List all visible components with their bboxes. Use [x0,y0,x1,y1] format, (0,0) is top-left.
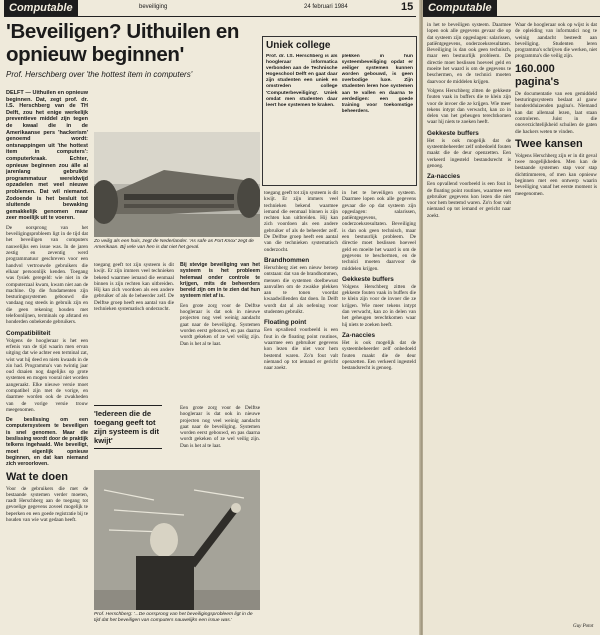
subheading: Twee kansen [515,137,583,150]
body-paragraph: De documentatie van een gemiddeld besturingssysteem beslaat al gauw honderdduizenden pagina's. Niemand kan dat allemaal lezen, laat staan controleren. Juist in die onoverzichtelijkheid schuilen de gaten die hackers weten te vinden. [515,90,597,135]
body-paragraph: Volgens Herschberg zijn er in dit geval twee mogelijkheden. Men kan de bestaande systemen stap voor stap dichttimmeren, of men kan opnieuw beginnen met een ontwerp waarin beveiliging vanaf het eerste moment is meegenomen. [515,152,597,197]
right-column-1 [427,22,511,622]
professor-illustration [94,470,260,610]
running-header [4,0,416,17]
subheading: Gekkeste buffers [427,129,479,137]
issue-date: 24 februari 1984 [304,4,348,10]
masthead-logo: Computable [4,0,78,16]
photo-caption: Prof. Herschberg: '...De oorsprong van het beveiligingsprobleem ligt in de tijd dat het beveiligen van computers nauwelijks een issue was.' [94,612,253,623]
body-paragraph: Waar de hoogleraar ook op wijst is dat de opleiding van informatici nog te weinig aandacht besteedt aan beveiliging. Studenten leren programma's schrijven die werken, niet programma's die veilig zijn. [515,22,597,60]
body-paragraph: toegang geeft tot zijn systeem is dit kwijt. Er zijn immers veel technieken bekend waarmee iemand die eenmaal binnen is zijn rechten kan uitbreiden. Hij kan zich voordoen als een andere gebruiker of als de beheerder zelf. De Delftse groep heeft een aantal van die technieken systematisch onderzocht. [264,190,338,253]
subheading: 160.000 pagina's [515,62,560,88]
body-paragraph: De oorsprong van het beveiligingsprobleem ligt in de tijd dat het beveiligen van computers nauwelijks een issue was. In de jaren zestig en zeventig werd programmatuur geschreven voor een handvol vertrouwde gebruikers die elkaar persoonlijk kenden. Toegang was fysiek geregeld: wie niet in de computerzaal kwam, kwam niet aan de machine. Op die fundamenten zijn besturingssystemen gebouwd die vandaag nog steeds in gebruik zijn en die geen rekening houden met telefoonlijnen, terminals op afstand en honderden onbekende gebruikers. [6,224,88,326]
author-signature: Guy Potot [573,624,594,629]
lead-paragraph: DELFT — Uithuilen en opnieuw beginnen. Dat, zegt prof. dr. I.S. Herschberg van de TH Delft, zou het enige werkelijk preventieve middel zijn tegen de kwaal die in de Amerikaanse pers 'hackerism' genoemd wordt: ontsnappingen uit 'the hottest item in computers': computerkraak. Echter, opnieuw beginnen zou álle al jarenlang gebruikte programmatuur wereldwijd opzadelen met veel nieuwe problemen. Dat wil niemand. Zodoende is het besluit tot sluitende bewaking gemakkelijk genomen maar zeer moeilijk uit te voeren. [6,90,88,222]
body-paragraph: Een grote zorg voor de Delftse hoogleraar is dat ook in nieuwe projecten nog veel weinig aandacht gaat naar de beveiliging. Systemen worden eerst gebouwd, en pas daarna wordt gekeken of ze wel veilig zijn. Dan is het al te laat. [180,405,260,449]
body-paragraph: Herschberg ziet een nieuw beroep ontstaan: dat van de brandhommen, mensen die systemen doelbewust aanvallen om de zwakke plekken aan te tonen voordat kwaadwillenden dat doen. In Delft wordt dat al als oefening voor studenten gebruikt. [264,264,338,316]
running-header-right [423,0,600,17]
emphasis-paragraph: Bij stevige beveiliging van het systeem is het probleem helemaal onder controle te krijgen, mits de beheerders bereid zijn om in te zien dat hun systeem niet af is. [180,262,260,300]
page-number: 15 [401,1,414,13]
subheading: Gekkeste buffers [342,275,394,283]
right-column-2 [515,22,597,622]
body-paragraph: Een opvallend voorbeeld is een fout in de floating point routines, waarmee een gebruiker gegevens kon lezen die niet voor hem bestemd waren. Zo'n fout valt niemand op tot iemand er gericht naar zoekt. [427,181,511,219]
article-column-1 [6,90,88,630]
emphasis-paragraph: De beslissing om een computersysteem te beveiligen is snel genomen. Maar die beslissing wordt door de praktijk telkens ingehaald. Wie beveiligt, moet eigenlijk opnieuw beginnen, en dat kan niemand zich veroorloven. [6,417,88,468]
body-paragraph: Een opvallend voorbeeld is een fout in de floating point routines, waarmee een gebruiker gegevens kon lezen die niet voor hem bestemd waren. Zo'n fout valt niemand op tot iemand er gericht naar zoekt. [264,327,338,372]
sidebar-column: Prof. dr. I.S. Herschberg is als hoogleraar informatica verbonden aan de Technische Hogeschool Delft en gaat daar zijn studenten een uniek en omstreden college 'Computerbeveiliging'. Uniek omdat men studenten daar leert hoe systemen te kraken. [266,54,338,108]
subheading: Wat te doen [6,470,68,483]
body-paragraph: Het is ook mogelijk dat de systeembeheerder zelf onbedoeld fouten maakt die de deur openzetten. Een verkeerd ingesteld bestandsrecht is genoeg. [342,339,416,372]
subheading: Brandhommen [264,256,310,264]
subheading: Za-naccies [427,173,461,181]
article-column-5 [342,190,416,630]
subheadline: Prof. Herschberg over 'the hottest item in computers' [6,70,193,79]
body-paragraph: in het te beveiligen systeem. Daarmee lopen ook alle gegevens gevaar die op dat systeem zijn opgeslagen: salarissen, patiëntgegevens, onderzoeksresultaten. Beveiliging is dan ook geen technisch, maar een bestuurlijk probleem. De directie moet beslissen hoeveel geld en moeite het waard is om de gegevens te beschermen, en de technici moeten daarvoor de middelen krijgen. [342,190,416,272]
body-paragraph: Volgens Herschberg zitten de gekkeste fouten vaak in buffers die te klein zijn voor de invoer die ze krijgen. Wie meer tekens intypt dan verwacht, kan zo in delen van het geheugen terechtkomen waar hij niets te zoeken heeft. [342,283,416,328]
page-right [423,0,600,635]
pull-quote: 'Iedereen die de toegang geeft tot zijn systeem is dit kwijt' [94,405,162,449]
subheading: Floating point [264,319,307,327]
article-column-4 [264,190,338,630]
building-illustration [94,132,260,237]
section-label: beveiliging [139,4,168,10]
subheading: Compatibiliteit [6,329,51,337]
article-column-3-lower [180,262,260,402]
sidebar-title: Uniek college [266,40,331,51]
article-column-3-mid [180,405,260,465]
sidebar-column: plekken in hun systeembeveiliging opdat er veiliger systemen kunnen worden gebouwd, is geen overbodige luxe. Zijn studenten leren hoe systemen aan te vallen en daarna te verdedigen: een goede training voor toekomstige beheerders. [341,54,413,114]
body-paragraph: Volgens de hoogleraar is het een erfenis van de tijd waarin men ervan uitging dat wie achter een terminal zat, wist wat hij deed en niets kwaads in de zin had. Programma's van twintig jaar oud draaien nog dagelijks op grote systemen en mogen vooral niet worden aangeraakt. Elke nieuwe versie moet compatibel zijn met de vorige, en daarmee worden ook de zwakheden van de vorige versie trouw meegenomen. [6,337,88,413]
body-paragraph: Voor de gebruikers die met de bestaande systemen verder moeten, raadt Herschberg aan de toegang tot gevoelige gegevens zoveel mogelijk te beperken en een goede registratie bij te houden van wie wat gedaan heeft. [6,485,88,524]
body-paragraph: toegang geeft tot zijn systeem is dit kwijt. Er zijn immers veel technieken bekend waarmee iemand die eenmaal binnen is zijn rechten kan uitbreiden. Hij kan zich voordoen als een andere gebruiker of als de beheerder zelf. De Delftse groep heeft een aantal van die technieken systematisch onderzocht. [94,262,174,313]
body-paragraph: Een grote zorg voor de Delftse hoogleraar is dat ook in nieuwe projecten nog veel weinig aandacht gaat naar de beveiliging. Systemen worden eerst gebouwd, en pas daarna wordt gekeken of ze wel veilig zijn. Dan is het al te laat. [180,302,260,347]
headline: 'Beveiligen? Uithuilen en opnieuw beginnen' [6,20,239,66]
masthead-logo: Computable [423,0,497,16]
professor-photo [94,470,260,610]
body-paragraph: in het te beveiligen systeem. Daarmee lopen ook alle gegevens gevaar die op dat systeem zijn opgeslagen: salarissen, patiëntgegevens, onderzoeksresultaten. Beveiliging is dan ook geen technisch, maar een bestuurlijk probleem. De directie moet beslissen hoeveel geld en moeite het waard is om de gegevens te beschermen, en de technici moeten daarvoor de middelen krijgen. [427,22,511,85]
article-column-2-lower [94,262,174,402]
body-paragraph: Volgens Herschberg zitten de gekkeste fouten vaak in buffers die te klein zijn voor de invoer die ze krijgen. Wie meer tekens intypt dan verwacht, kan zo in delen van het geheugen terechtkomen waar hij niets te zoeken heeft. [427,87,511,126]
building-photo [94,132,260,237]
subheading: Za-naccies [342,331,376,339]
sidebar-box [262,36,417,186]
photo-caption: Zo veilig als een huis, zegt de Nederlander. 'As safe as Fort Knox' zegt de Amerikaan. Bij vele van hen is dat niet het geval. [94,239,254,250]
body-paragraph: Het is ook mogelijk dat de systeembeheerder zelf onbedoeld fouten maakt die de deur openzetten. Een verkeerd ingesteld bestandsrecht is genoeg. [427,137,511,169]
